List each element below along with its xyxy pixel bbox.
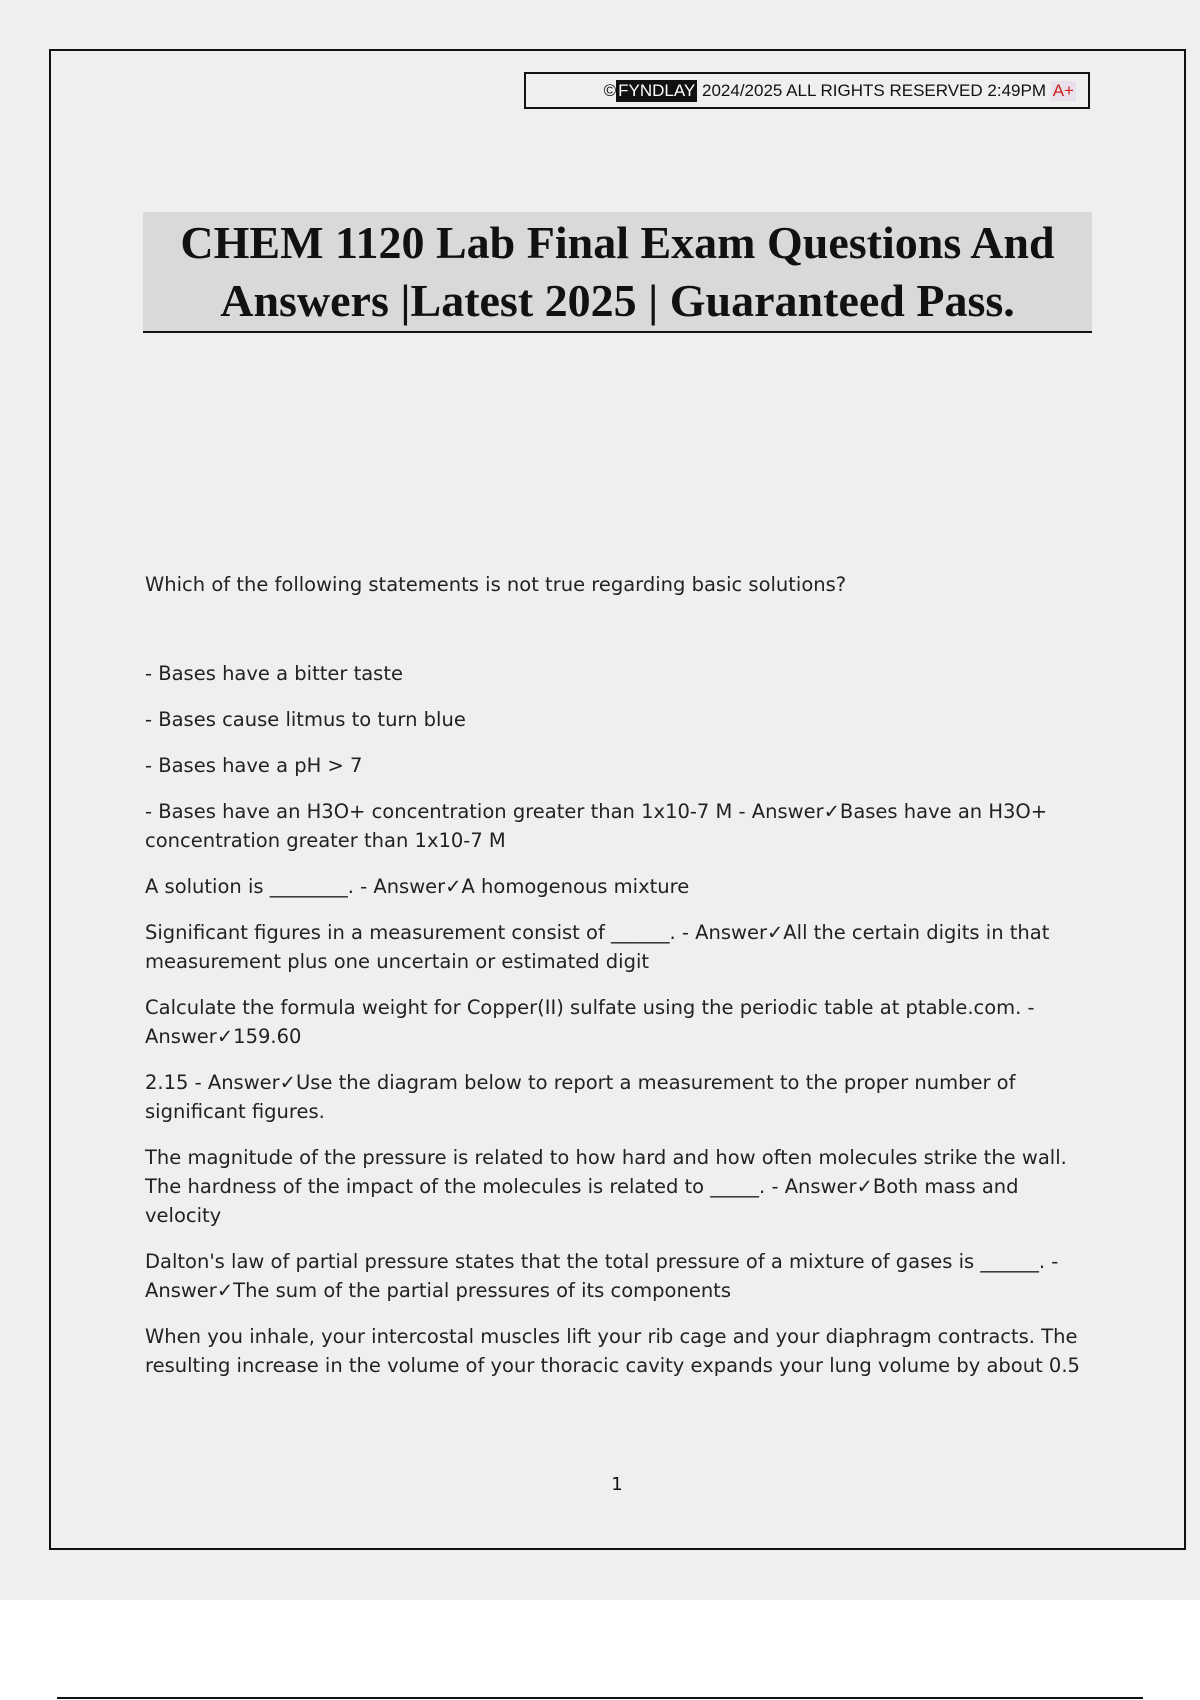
copyright-symbol: ©	[603, 80, 617, 100]
brand-label: FYNDLAY	[618, 80, 696, 100]
title-line-2: Answers |Latest 2025 | Guaranteed Pass.	[220, 274, 1015, 326]
qa-item: Significant figures in a measurement consist of ______. - Answer✓All the certain digits in that measurement plus one uncertain or estimated digit	[145, 921, 1050, 973]
qa-item: The magnitude of the pressure is related to how hard and how often molecules strike the wall. The hardness of the impact of the molecules is related to _____. - Answer✓Both mass and velocity	[145, 1146, 1067, 1227]
qa-item: A solution is ________. - Answer✓A homogenous mixture	[145, 875, 690, 898]
title-line-1: CHEM 1120 Lab Final Exam Questions And	[180, 216, 1055, 268]
page-number: 1	[611, 1474, 623, 1495]
qa-item: Calculate the formula weight for Copper(II) sulfate using the periodic table at ptable.com. - Answer✓159.60	[145, 996, 1035, 1048]
answer-option: - Bases have a bitter taste	[145, 662, 403, 685]
qa-item: 2.15 - Answer✓Use the diagram below to report a measurement to the proper number of significant figures.	[145, 1071, 1016, 1123]
qa-item: When you inhale, your intercostal muscles lift your rib cage and your diaphragm contracts. The resulting increase in the volume of your thoracic cavity expands your lung volume by about 0.5	[145, 1325, 1080, 1377]
document-body	[145, 570, 1085, 1397]
rights-text: 2024/2025 ALL RIGHTS RESERVED 2:49PM	[702, 80, 1046, 100]
document-title	[143, 212, 1092, 333]
grade-badge: A+	[1052, 80, 1074, 100]
answer-option: - Bases have an H3O+ concentration greater than 1x10-7 M - Answer✓Bases have an H3O+ concentration greater than 1x10-7 M	[145, 800, 1048, 852]
copyright-banner	[524, 72, 1090, 109]
qa-item: Dalton's law of partial pressure states that the total pressure of a mixture of gases is ______. - Answer✓The sum of the partial pressures of its components	[145, 1250, 1059, 1302]
question-prompt: Which of the following statements is not true regarding basic solutions?	[145, 573, 847, 596]
next-page-divider	[57, 1697, 1143, 1699]
title-heading	[180, 214, 1054, 330]
answer-option: - Bases have a pH > 7	[145, 754, 363, 777]
answer-option: - Bases cause litmus to turn blue	[145, 708, 466, 731]
